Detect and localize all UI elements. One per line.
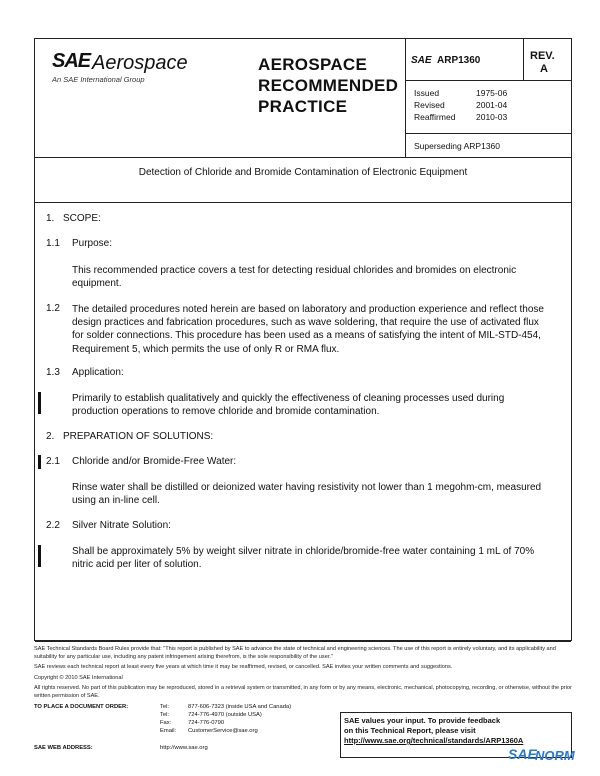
contact-value: 724-776-4970 (outside USA) (188, 712, 262, 718)
body-bottom-divider (35, 641, 571, 642)
revised-value: 2001-04 (476, 100, 508, 110)
contact-value: 724-776-0790 (188, 720, 225, 726)
doc-number: ARP1360 (437, 55, 481, 66)
section-1-title: SCOPE: (63, 213, 101, 224)
revised-label: Revised (414, 100, 445, 110)
document-title: Detection of Chloride and Bromide Contamination of Electronic Equipment (138, 167, 468, 178)
section-1-3-number: 1.3 (46, 367, 60, 378)
reaffirmed-value: 2010-03 (476, 112, 508, 122)
section-1-1-number: 1.1 (46, 238, 60, 249)
footer-rights: All rights reserved. No part of this publication may be reproduced, stored in a retrieval system or transmitted, in any form or by any means, electronic, mechanical, photocopying, recording, or otherwise, without the prior written permission of SAE. (34, 685, 572, 699)
logo-subtitle: An SAE International Group (52, 75, 145, 84)
title-divider (35, 202, 571, 203)
rev-col-divider (523, 38, 524, 80)
sae-logo: SAE (52, 50, 91, 72)
section-1-2-number: 1.2 (46, 303, 60, 314)
contact-email[interactable]: CustomerService@sae.org (188, 728, 258, 734)
docnum-divider (405, 80, 572, 81)
section-2-2-title: Silver Nitrate Solution: (72, 520, 171, 531)
aerospace-logo: Aerospace (92, 52, 188, 74)
sae-norm-badge-sae: SAE (508, 746, 537, 762)
feedback-link[interactable]: http://www.sae.org/technical/standards/ARP1360A (344, 736, 524, 745)
contact-label: Fax: (160, 720, 172, 726)
footer-review: SAE reviews each technical report at least every five years at which time it may be reaffirmed, revised, or cancelled. SAE invites your written comments and suggestions. (34, 664, 453, 670)
section-2-2-text: Shall be approximately 5% by weight silver nitrate in chloride/bromide-free water containing 1 mL of 70% nitric acid per liter of solution. (72, 546, 535, 571)
change-bar (38, 392, 41, 414)
sae-norm-badge-norm: NORM (535, 748, 575, 763)
section-2-1-text: Rinse water shall be distilled or deionized water having resistivity not lower than 1 megohm-cm, measured using an in-line cell. (72, 482, 542, 507)
header-col-divider (405, 38, 406, 157)
feedback-line-2: on this Technical Report, please visit (344, 726, 476, 735)
feedback-line-1: SAE values your input. To provide feedback (344, 716, 501, 725)
superseding: Superseding ARP1360 (414, 141, 501, 151)
sae-mark: SAE (411, 55, 432, 66)
title-line-1: AEROSPACE (258, 55, 368, 74)
section-2-1-title: Chloride and/or Bromide-Free Water: (72, 456, 237, 467)
web-address-link[interactable]: http://www.sae.org (160, 745, 208, 751)
section-1-number: 1. (46, 213, 55, 224)
header-divider (35, 157, 571, 158)
change-bar (38, 455, 41, 469)
rev-label: REV. (530, 50, 555, 62)
section-2-title: PREPARATION OF SOLUTIONS: (63, 431, 214, 442)
issued-value: 1975-06 (476, 88, 508, 98)
title-line-3: PRACTICE (258, 97, 348, 116)
title-line-2: RECOMMENDED (258, 76, 399, 95)
contact-label: Tel: (160, 704, 170, 710)
contact-value: 877-606-7323 (inside USA and Canada) (188, 704, 292, 710)
section-1-3-title: Application: (72, 367, 124, 378)
issued-label: Issued (414, 88, 440, 98)
footer-copyright: Copyright © 2010 SAE International (34, 675, 123, 681)
web-address-label: SAE WEB ADDRESS: (34, 745, 93, 751)
order-label: TO PLACE A DOCUMENT ORDER: (34, 704, 129, 710)
reaffirmed-label: Reaffirmed (414, 112, 456, 122)
rev-value: A (540, 63, 548, 75)
section-1-1-title: Purpose: (72, 238, 113, 249)
section-1-3-text: Primarily to establish qualitatively and quickly the effectiveness of cleaning processes used during production operations to remove chloride and bromide contamination. (72, 393, 505, 418)
section-1-1-text: This recommended practice covers a test for detecting residual chlorides and bromides on electronic equipment. (72, 265, 517, 290)
footer-disclaimer: SAE Technical Standards Board Rules provide that: "This report is published by SAE to advance the state of technical and engineering sciences. The use of this report is entirely voluntary, and its applicability and suitability for any particular use, including any patent infringement arising therefrom, is the sole responsibility of the user." (34, 646, 556, 660)
contact-label: Tel: (160, 712, 170, 718)
section-2-2-number: 2.2 (46, 520, 60, 531)
section-1-2-text: The detailed procedures noted herein are based on laboratory and production experience and reflect those design practices and fabrication procedures, such as wave soldering, that require the use of activated flux for solder connections. This procedure has been used as a means of satisfying the intent of MIL-STD-454, Requirement 5, which permits the use of only R or RMA flux. (72, 304, 544, 355)
change-bar (38, 545, 41, 567)
section-2-number: 2. (46, 431, 55, 442)
contact-label: Email: (160, 728, 177, 734)
section-2-1-number: 2.1 (46, 456, 60, 467)
dates-divider (405, 133, 572, 134)
